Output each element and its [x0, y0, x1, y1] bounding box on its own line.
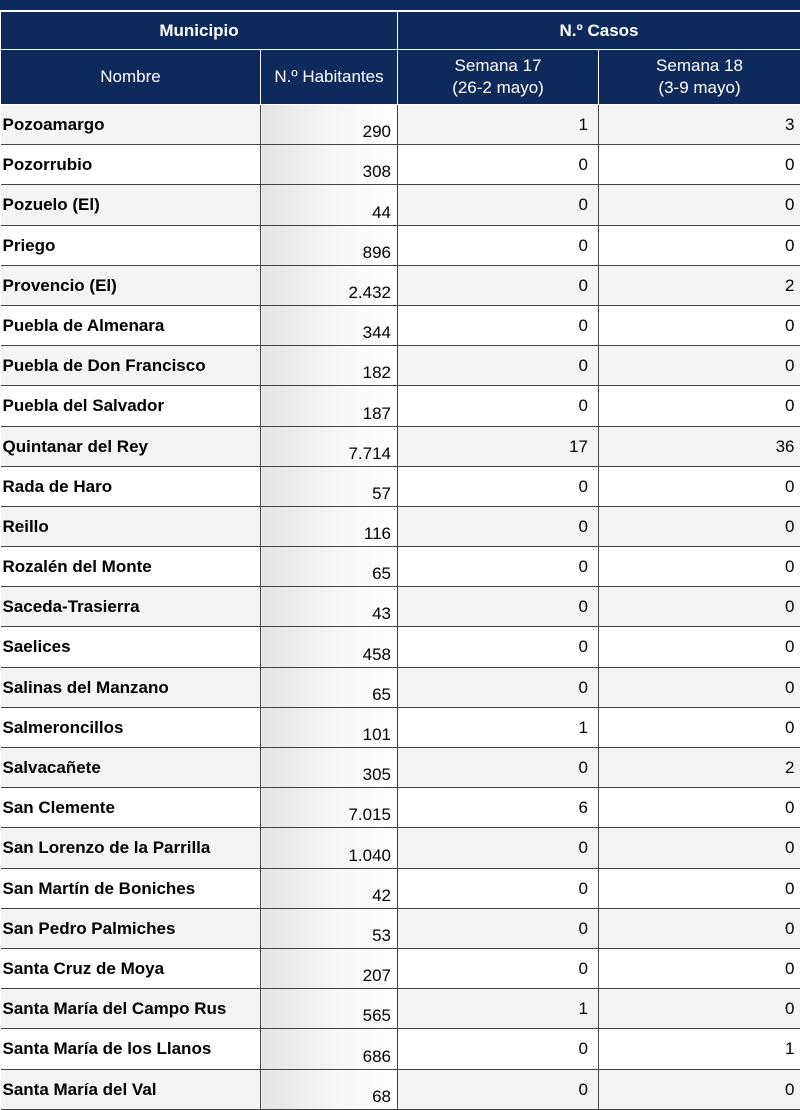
municipio-name-cell: Salinas del Manzano: [1, 667, 261, 707]
table-row: [1, 748, 800, 788]
week17-cases-cell: 0: [398, 346, 599, 386]
table-row: [1, 547, 800, 587]
table-row: [1, 667, 800, 707]
week18-cases-cell: 0: [599, 627, 800, 667]
table-row: [1, 707, 800, 747]
week17-cases-cell: 0: [398, 185, 599, 225]
week18-cases-cell: 0: [599, 547, 800, 587]
week18-cases-cell: 0: [599, 225, 800, 265]
municipio-name-cell: Provencio (El): [1, 265, 261, 305]
week18-cases-cell: 0: [599, 145, 800, 185]
municipio-name-cell: Santa Cruz de Moya: [1, 948, 261, 988]
week17-cases-cell: 0: [398, 587, 599, 627]
habitantes-cell: 44: [261, 185, 398, 225]
table-row: [1, 1029, 800, 1069]
header-habitantes: N.º Habitantes: [261, 50, 398, 105]
municipio-name-cell: San Clemente: [1, 788, 261, 828]
habitantes-cell: 187: [261, 386, 398, 426]
table-row: [1, 989, 800, 1029]
header-week17-title: Semana 17: [398, 55, 598, 77]
table-row: [1, 587, 800, 627]
week18-cases-cell: 1: [599, 1029, 800, 1069]
table-row: [1, 265, 800, 305]
table-row: [1, 868, 800, 908]
habitantes-cell: 42: [261, 868, 398, 908]
week17-cases-cell: 0: [398, 908, 599, 948]
municipio-name-cell: Reillo: [1, 506, 261, 546]
header-week17: [398, 50, 599, 105]
municipio-name-cell: Puebla de Almenara: [1, 305, 261, 345]
week17-cases-cell: 0: [398, 1069, 599, 1109]
header-week18: [599, 50, 800, 105]
week17-cases-cell: 6: [398, 788, 599, 828]
municipio-name-cell: Pozuelo (El): [1, 185, 261, 225]
week17-cases-cell: 0: [398, 386, 599, 426]
table-row: [1, 506, 800, 546]
habitantes-cell: 458: [261, 627, 398, 667]
municipio-name-cell: San Pedro Palmiches: [1, 908, 261, 948]
week18-cases-cell: 0: [599, 466, 800, 506]
table-row: [1, 225, 800, 265]
habitantes-cell: 565: [261, 989, 398, 1029]
municipio-name-cell: Santa María del Campo Rus: [1, 989, 261, 1029]
habitantes-cell: 896: [261, 225, 398, 265]
week18-cases-cell: 36: [599, 426, 800, 466]
week17-cases-cell: 0: [398, 748, 599, 788]
week18-cases-cell: 3: [599, 105, 800, 145]
habitantes-cell: 686: [261, 1029, 398, 1069]
header-group-municipio: Municipio: [1, 12, 398, 50]
header-nombre: Nombre: [1, 50, 261, 105]
habitantes-cell: 7.015: [261, 788, 398, 828]
habitantes-cell: 344: [261, 305, 398, 345]
habitantes-cell: 308: [261, 145, 398, 185]
table-row: [1, 466, 800, 506]
week17-cases-cell: 0: [398, 305, 599, 345]
week18-cases-cell: 0: [599, 587, 800, 627]
table-row: [1, 908, 800, 948]
table-row: [1, 948, 800, 988]
week18-cases-cell: 0: [599, 346, 800, 386]
table-row: [1, 426, 800, 466]
week18-cases-cell: 0: [599, 908, 800, 948]
week18-cases-cell: 0: [599, 788, 800, 828]
habitantes-cell: 7.714: [261, 426, 398, 466]
municipio-name-cell: Salvacañete: [1, 748, 261, 788]
habitantes-cell: 305: [261, 748, 398, 788]
week17-cases-cell: 0: [398, 1029, 599, 1069]
week17-cases-cell: 0: [398, 506, 599, 546]
week17-cases-cell: 0: [398, 145, 599, 185]
week17-cases-cell: 17: [398, 426, 599, 466]
municipio-name-cell: Puebla de Don Francisco: [1, 346, 261, 386]
table-header: [1, 12, 800, 105]
municipio-name-cell: Quintanar del Rey: [1, 426, 261, 466]
week18-cases-cell: 0: [599, 386, 800, 426]
week17-cases-cell: 0: [398, 868, 599, 908]
municipio-name-cell: Rada de Haro: [1, 466, 261, 506]
table-row: [1, 828, 800, 868]
municipio-name-cell: Salmeroncillos: [1, 707, 261, 747]
week18-cases-cell: 0: [599, 868, 800, 908]
week17-cases-cell: 0: [398, 547, 599, 587]
header-week18-range: (3-9 mayo): [599, 77, 800, 99]
top-strip: [0, 0, 800, 11]
week18-cases-cell: 0: [599, 305, 800, 345]
habitantes-cell: 101: [261, 707, 398, 747]
habitantes-cell: 116: [261, 506, 398, 546]
table-row: [1, 305, 800, 345]
week18-cases-cell: 0: [599, 989, 800, 1029]
week18-cases-cell: 2: [599, 748, 800, 788]
habitantes-cell: 65: [261, 667, 398, 707]
week18-cases-cell: 2: [599, 265, 800, 305]
habitantes-cell: 2.432: [261, 265, 398, 305]
municipio-name-cell: San Lorenzo de la Parrilla: [1, 828, 261, 868]
municipio-name-cell: Puebla del Salvador: [1, 386, 261, 426]
week17-cases-cell: 0: [398, 667, 599, 707]
habitantes-cell: 53: [261, 908, 398, 948]
table-row: [1, 788, 800, 828]
habitantes-cell: 207: [261, 948, 398, 988]
week18-cases-cell: 0: [599, 1069, 800, 1109]
week17-cases-cell: 1: [398, 105, 599, 145]
habitantes-cell: 43: [261, 587, 398, 627]
week17-cases-cell: 1: [398, 989, 599, 1029]
week17-cases-cell: 0: [398, 265, 599, 305]
municipio-name-cell: Saceda-Trasierra: [1, 587, 261, 627]
header-week18-title: Semana 18: [599, 55, 800, 77]
table-row: [1, 185, 800, 225]
habitantes-cell: 182: [261, 346, 398, 386]
municipio-name-cell: Pozorrubio: [1, 145, 261, 185]
habitantes-cell: 68: [261, 1069, 398, 1109]
header-group-casos: N.º Casos: [398, 12, 800, 50]
habitantes-cell: 1.040: [261, 828, 398, 868]
header-week17-range: (26-2 mayo): [398, 77, 598, 99]
week18-cases-cell: 0: [599, 506, 800, 546]
week18-cases-cell: 0: [599, 185, 800, 225]
table-row: [1, 386, 800, 426]
municipio-name-cell: Rozalén del Monte: [1, 547, 261, 587]
table-row: [1, 145, 800, 185]
week17-cases-cell: 0: [398, 627, 599, 667]
municipio-name-cell: Santa María del Val: [1, 1069, 261, 1109]
week18-cases-cell: 0: [599, 948, 800, 988]
habitantes-cell: 57: [261, 466, 398, 506]
cases-table: [0, 11, 800, 1110]
municipio-name-cell: Priego: [1, 225, 261, 265]
table-body: [1, 105, 800, 1110]
week17-cases-cell: 0: [398, 828, 599, 868]
week18-cases-cell: 0: [599, 828, 800, 868]
week18-cases-cell: 0: [599, 667, 800, 707]
municipio-name-cell: Pozoamargo: [1, 105, 261, 145]
table-row: [1, 105, 800, 145]
week17-cases-cell: 0: [398, 948, 599, 988]
week17-cases-cell: 1: [398, 707, 599, 747]
table-row: [1, 346, 800, 386]
table-row: [1, 627, 800, 667]
habitantes-cell: 290: [261, 105, 398, 145]
habitantes-cell: 65: [261, 547, 398, 587]
week17-cases-cell: 0: [398, 466, 599, 506]
municipio-name-cell: Saelices: [1, 627, 261, 667]
municipio-name-cell: Santa María de los Llanos: [1, 1029, 261, 1069]
week17-cases-cell: 0: [398, 225, 599, 265]
week18-cases-cell: 0: [599, 707, 800, 747]
table-row: [1, 1069, 800, 1109]
municipio-name-cell: San Martín de Boniches: [1, 868, 261, 908]
